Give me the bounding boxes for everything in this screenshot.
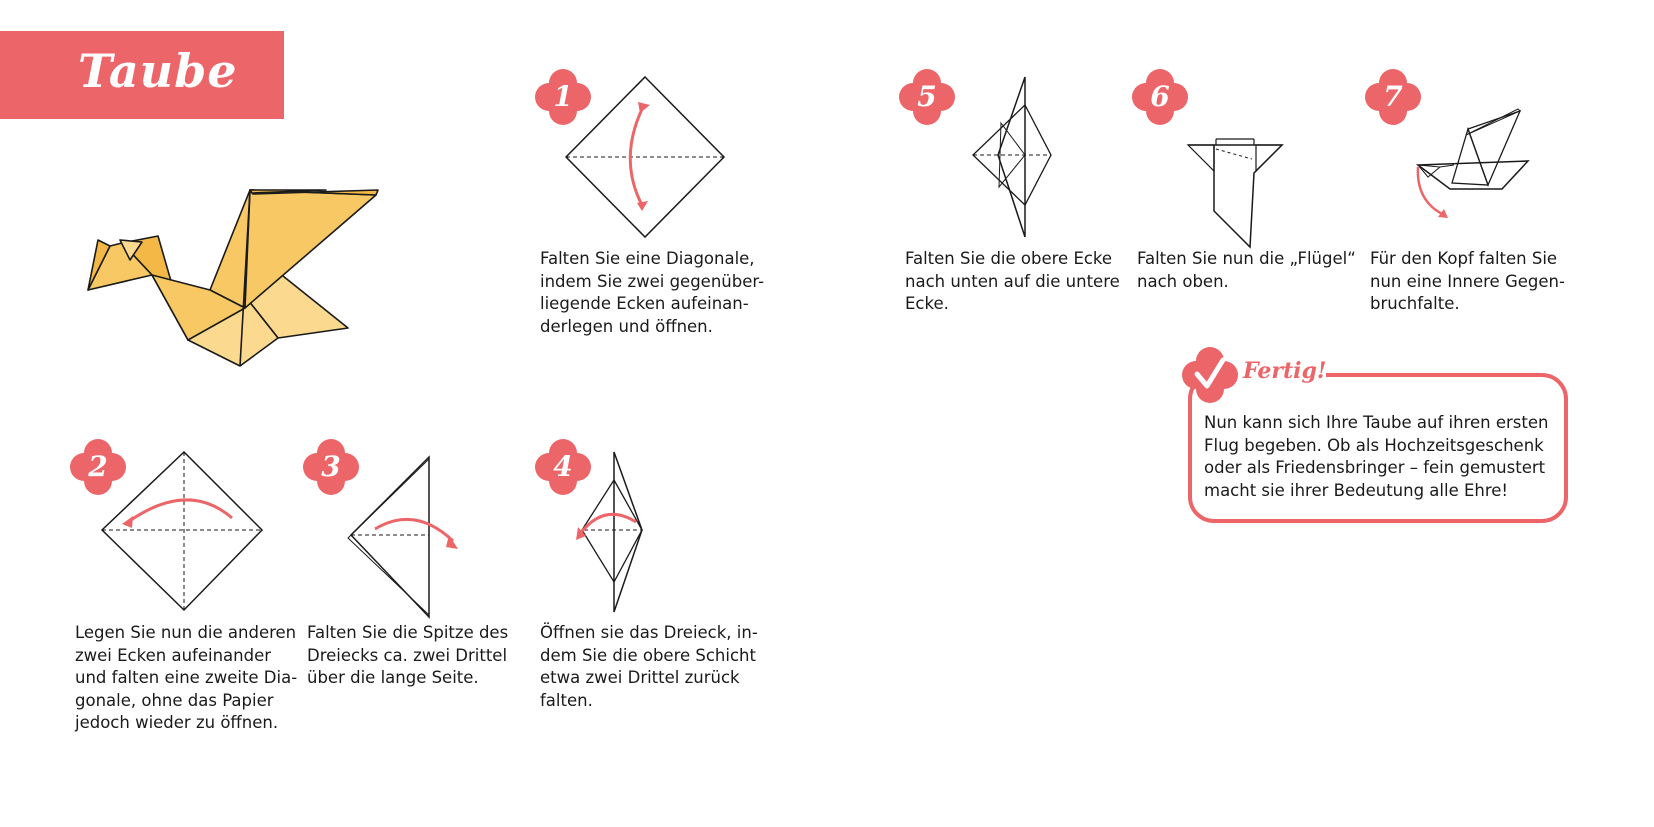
step-5-diagram (965, 75, 1065, 245)
step-3-diagram (345, 455, 465, 620)
step-6-badge (1131, 68, 1189, 126)
step-5-text: Falten Sie die obere Ecke nach unten auf die untere Ecke. (905, 249, 1120, 313)
dove-illustration (80, 180, 390, 370)
page-title: Taube (78, 44, 238, 98)
step-2-diagram (100, 450, 270, 620)
step-5-number: 5 (917, 80, 937, 113)
step-6-text: Falten Sie nun die „Flügel“ nach oben. (1137, 249, 1356, 291)
step-1-text: Falten Sie eine Diagonale, indem Sie zwei gegenüber- liegende Ecken aufeinan- derlegen und öffnen. (540, 249, 765, 336)
step-7-number: 7 (1383, 80, 1403, 113)
step-2-text: Legen Sie nun die anderen zwei Ecken aufeinander und falten eine zweite Dia- gonale, ohne das Papier jedoch wieder zu öffnen. (75, 623, 298, 732)
step-7-diagram (1410, 105, 1540, 225)
step-2-number: 2 (88, 450, 108, 483)
finished-label: Fertig! (1243, 358, 1327, 384)
checkmark-badge (1181, 346, 1239, 404)
step-5-badge (898, 68, 956, 126)
step-1-diagram (560, 75, 730, 245)
step-6-number: 6 (1150, 80, 1170, 113)
step-3-text: Falten Sie die Spitze des Dreiecks ca. zwei Drittel über die lange Seite. (307, 623, 509, 687)
step-1-number: 1 (553, 80, 573, 113)
finished-text: Nun kann sich Ihre Taube auf ihren ersten Flug begeben. Ob als Hochzeitsgeschenk oder als Friedensbringer – fein gemustert macht sie ihrer Bedeutung alle Ehre! (1204, 413, 1549, 500)
step-3-number: 3 (321, 450, 341, 483)
step-6-diagram (1180, 135, 1290, 250)
step-4-diagram (570, 450, 680, 620)
step-4-text: Öffnen sie das Dreieck, in- dem Sie die obere Schicht etwa zwei Drittel zurück falten. (540, 623, 758, 710)
step-7-text: Für den Kopf falten Sie nun eine Innere Gegen- bruchfalte. (1370, 249, 1565, 313)
checkmark-icon (1181, 346, 1239, 404)
step-4-number: 4 (553, 450, 573, 483)
